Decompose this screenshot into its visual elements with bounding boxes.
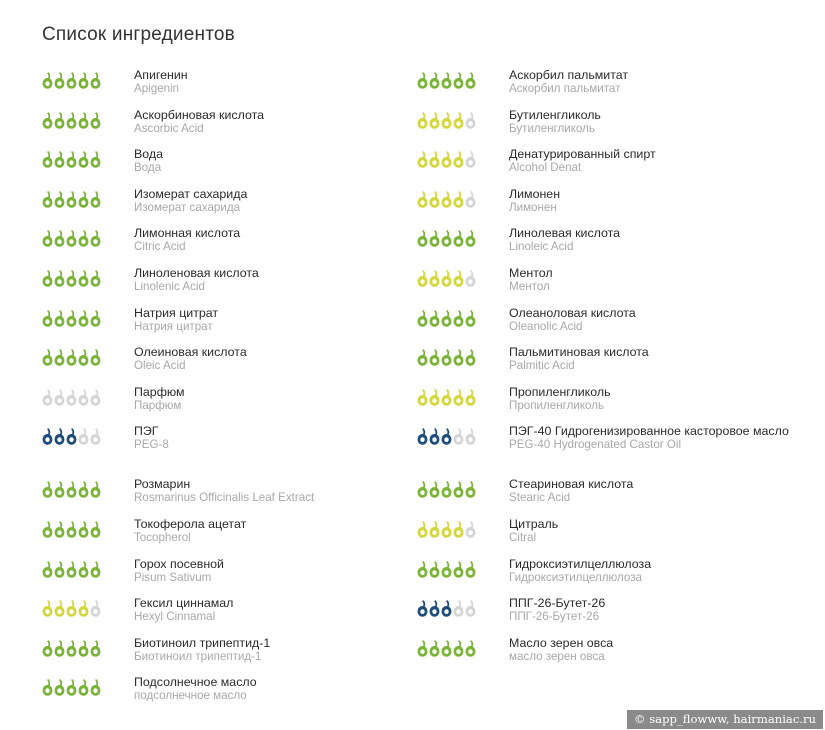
ingredient-subname: подсолнечное масло [134, 689, 247, 703]
ingredient-subname: Лимонен [509, 200, 557, 214]
ingredient-name[interactable]: ПЭГ [134, 424, 159, 439]
ingredient-item[interactable] [40, 551, 420, 591]
leaf-rating-icon [417, 521, 477, 539]
ingredient-subname: Парфюм [134, 398, 182, 412]
ingredient-name[interactable]: Стеариновая кислота [509, 477, 634, 492]
ingredient-name[interactable]: Ментол [509, 265, 553, 280]
ingredient-item[interactable] [415, 379, 795, 419]
leaf-rating-icon [42, 679, 102, 697]
ingredient-name[interactable]: Натрия цитрат [134, 305, 219, 320]
leaf-rating-icon [417, 561, 477, 579]
leaf-rating-icon [42, 640, 102, 658]
page-title: Список ингредиентов [42, 24, 235, 45]
ingredient-names [509, 68, 799, 96]
ingredient-item[interactable] [415, 181, 795, 221]
ingredient-item[interactable] [415, 102, 795, 142]
ingredient-names [509, 596, 799, 624]
leaf-rating-icon [42, 151, 102, 169]
ingredient-list-right [415, 62, 795, 669]
ingredient-names [509, 385, 799, 413]
ingredient-subname: Palmitic Acid [509, 359, 575, 373]
leaf-rating-icon [42, 191, 102, 209]
leaf-rating-icon [42, 72, 102, 90]
leaf-rating-icon [417, 349, 477, 367]
ingredient-names [134, 477, 424, 505]
ingredient-name[interactable]: ППГ-26-Бутет-26 [509, 596, 606, 611]
ingredient-subname: Oleanolic Acid [509, 319, 583, 333]
ingredient-names [509, 636, 799, 664]
leaf-rating-icon [417, 481, 477, 499]
ingredient-item[interactable] [415, 339, 795, 379]
ingredient-names [509, 477, 799, 505]
ingredient-item[interactable] [40, 630, 420, 670]
ingredient-item[interactable] [40, 590, 420, 630]
ingredient-subname: Pisum Sativum [134, 570, 212, 584]
ingredient-subname: Hexyl Cinnamal [134, 610, 216, 624]
ingredient-subname: Аскорбил пальмитат [509, 82, 621, 95]
ingredient-subname: Бутиленгликоль [509, 121, 595, 135]
ingredient-names [134, 636, 424, 664]
ingredient-name[interactable]: Олеиновая кислота [134, 345, 247, 360]
ingredient-item[interactable] [415, 551, 795, 591]
ingredient-names [134, 424, 424, 452]
ingredient-name[interactable]: Лимонен [509, 186, 561, 201]
ingredient-name[interactable]: Пропиленгликоль [509, 384, 611, 399]
ingredient-item[interactable] [415, 141, 795, 181]
ingredient-subname: Ascorbic Acid [134, 121, 204, 135]
ingredient-item[interactable] [40, 260, 420, 300]
ingredient-item[interactable] [40, 220, 420, 260]
ingredient-subname: Alcohol Denat [509, 161, 582, 175]
ingredient-name[interactable]: Парфюм [134, 384, 185, 399]
leaf-rating-icon [417, 600, 477, 618]
ingredient-item[interactable] [40, 339, 420, 379]
ingredient-item[interactable] [40, 181, 420, 221]
ingredient-subname: Linoleic Acid [509, 240, 574, 254]
ingredient-item[interactable] [415, 220, 795, 260]
ingredient-item[interactable] [415, 260, 795, 300]
ingredient-subname: Citric Acid [134, 240, 186, 254]
leaf-rating-icon [417, 230, 477, 248]
leaf-rating-icon [417, 640, 477, 658]
ingredient-names [509, 108, 799, 136]
leaf-rating-icon [417, 310, 477, 328]
ingredient-names [134, 147, 424, 175]
leaf-rating-icon [42, 481, 102, 499]
leaf-rating-icon [417, 151, 477, 169]
ingredient-subname: Rosmarinus Officinalis Leaf Extract [134, 491, 315, 505]
leaf-rating-icon [417, 191, 477, 209]
ingredient-names [134, 517, 424, 545]
leaf-rating-icon [417, 72, 477, 90]
ingredient-item[interactable] [415, 471, 795, 511]
leaf-rating-icon [42, 600, 102, 618]
ingredient-item[interactable] [415, 630, 795, 670]
ingredient-item[interactable] [40, 141, 420, 181]
ingredient-name[interactable]: ПЭГ-40 Гидрогенизированное касторовое масло [509, 424, 789, 439]
leaf-rating-icon [42, 310, 102, 328]
leaf-rating-icon [42, 349, 102, 367]
leaf-rating-icon [42, 112, 102, 130]
ingredient-names [134, 306, 424, 334]
ingredient-subname: Oleic Acid [134, 359, 186, 373]
ingredient-item[interactable] [415, 300, 795, 340]
ingredient-subname: масло зерен овса [509, 649, 605, 663]
ingredient-name[interactable]: Бутиленгликоль [509, 107, 601, 122]
ingredient-name[interactable]: Подсолнечное масло [134, 675, 257, 690]
ingredient-name[interactable]: Апигенин [134, 68, 188, 82]
ingredient-name[interactable]: Горох посевной [134, 556, 224, 571]
ingredient-names [509, 306, 799, 334]
ingredient-subname: Биотиноил трипептид-1 [134, 649, 262, 663]
ingredient-subname: Tocopherol [134, 530, 191, 544]
leaf-rating-icon [42, 561, 102, 579]
ingredient-subname: Citral [509, 530, 537, 544]
ingredient-item[interactable] [415, 418, 795, 471]
ingredient-item[interactable] [40, 418, 420, 471]
ingredient-names [134, 596, 424, 624]
leaf-rating-icon [42, 230, 102, 248]
leaf-rating-icon [42, 389, 102, 407]
ingredient-names [134, 226, 424, 254]
ingredient-names [134, 557, 424, 585]
ingredient-names [134, 266, 424, 294]
leaf-rating-icon [417, 428, 477, 446]
ingredient-name[interactable]: Токоферола ацетат [134, 516, 247, 531]
ingredient-name[interactable]: Линолевая кислота [509, 226, 621, 241]
ingredient-item[interactable] [40, 379, 420, 419]
ingredient-name[interactable]: Изомерат сахарида [134, 186, 248, 201]
ingredient-name[interactable]: Денатурированный спирт [509, 147, 656, 162]
ingredient-list-left [40, 62, 420, 709]
ingredient-names [134, 345, 424, 373]
ingredient-subname: Гидроксиэтилцеллюлоза [509, 570, 642, 584]
ingredient-names [509, 226, 799, 254]
ingredient-item[interactable] [40, 471, 420, 511]
leaf-rating-icon [42, 270, 102, 288]
ingredient-names [134, 68, 424, 96]
ingredient-name[interactable]: Олеаноловая кислота [509, 305, 636, 320]
ingredient-item[interactable] [415, 511, 795, 551]
ingredient-name[interactable]: Лимонная кислота [134, 226, 241, 241]
ingredient-name[interactable]: Аскорбил пальмитат [509, 68, 629, 82]
ingredient-names [134, 385, 424, 413]
ingredient-subname: PEG-40 Hydrogenated Castor Oil [509, 438, 682, 452]
ingredient-name[interactable]: Гексил циннамал [134, 596, 234, 611]
ingredient-item[interactable] [415, 590, 795, 630]
ingredient-name[interactable]: Вода [134, 147, 164, 162]
ingredient-names [509, 517, 799, 545]
ingredient-names [509, 266, 799, 294]
ingredient-subname: ППГ-26-Бутет-26 [509, 610, 600, 624]
ingredient-names [134, 187, 424, 215]
ingredient-names [134, 675, 424, 703]
ingredient-subname: Натрия цитрат [134, 319, 213, 333]
ingredient-subname: PEG-8 [134, 438, 169, 452]
ingredient-item[interactable] [415, 62, 795, 102]
watermark: © sapp_flowww, hairmaniac.ru [627, 710, 823, 729]
ingredient-item[interactable] [40, 511, 420, 551]
ingredient-name[interactable]: Биотиноил трипептид-1 [134, 635, 271, 650]
leaf-rating-icon [417, 270, 477, 288]
ingredient-names [509, 557, 799, 585]
ingredient-item[interactable] [40, 669, 420, 709]
ingredient-subname: Пропиленгликоль [509, 398, 605, 412]
ingredient-names [509, 424, 799, 452]
ingredient-subname: Вода [134, 161, 162, 175]
ingredient-item[interactable] [40, 62, 420, 102]
ingredient-names [509, 187, 799, 215]
ingredient-names [134, 108, 424, 136]
ingredient-subname: Ментол [509, 279, 550, 293]
ingredient-name[interactable]: Гидроксиэтилцеллюлоза [509, 556, 652, 571]
leaf-rating-icon [417, 112, 477, 130]
ingredient-name[interactable]: Линоленовая кислота [134, 265, 259, 280]
ingredient-subname: Stearic Acid [509, 491, 571, 505]
ingredient-name[interactable]: Аскорбиновая кислота [134, 107, 264, 122]
leaf-rating-icon [42, 521, 102, 539]
ingredient-names [509, 147, 799, 175]
ingredient-subname: Linolenic Acid [134, 279, 205, 293]
ingredient-name[interactable]: Цитраль [509, 516, 559, 531]
ingredient-name[interactable]: Розмарин [134, 477, 191, 492]
ingredient-name[interactable]: Масло зерен овса [509, 635, 614, 650]
leaf-rating-icon [417, 389, 477, 407]
leaf-rating-icon [42, 428, 102, 446]
ingredient-name[interactable]: Пальмитиновая кислота [509, 345, 649, 360]
ingredient-item[interactable] [40, 300, 420, 340]
ingredient-subname: Apigenin [134, 82, 180, 95]
ingredient-item[interactable] [40, 102, 420, 142]
ingredient-subname: Изомерат сахарида [134, 200, 241, 214]
ingredient-names [509, 345, 799, 373]
